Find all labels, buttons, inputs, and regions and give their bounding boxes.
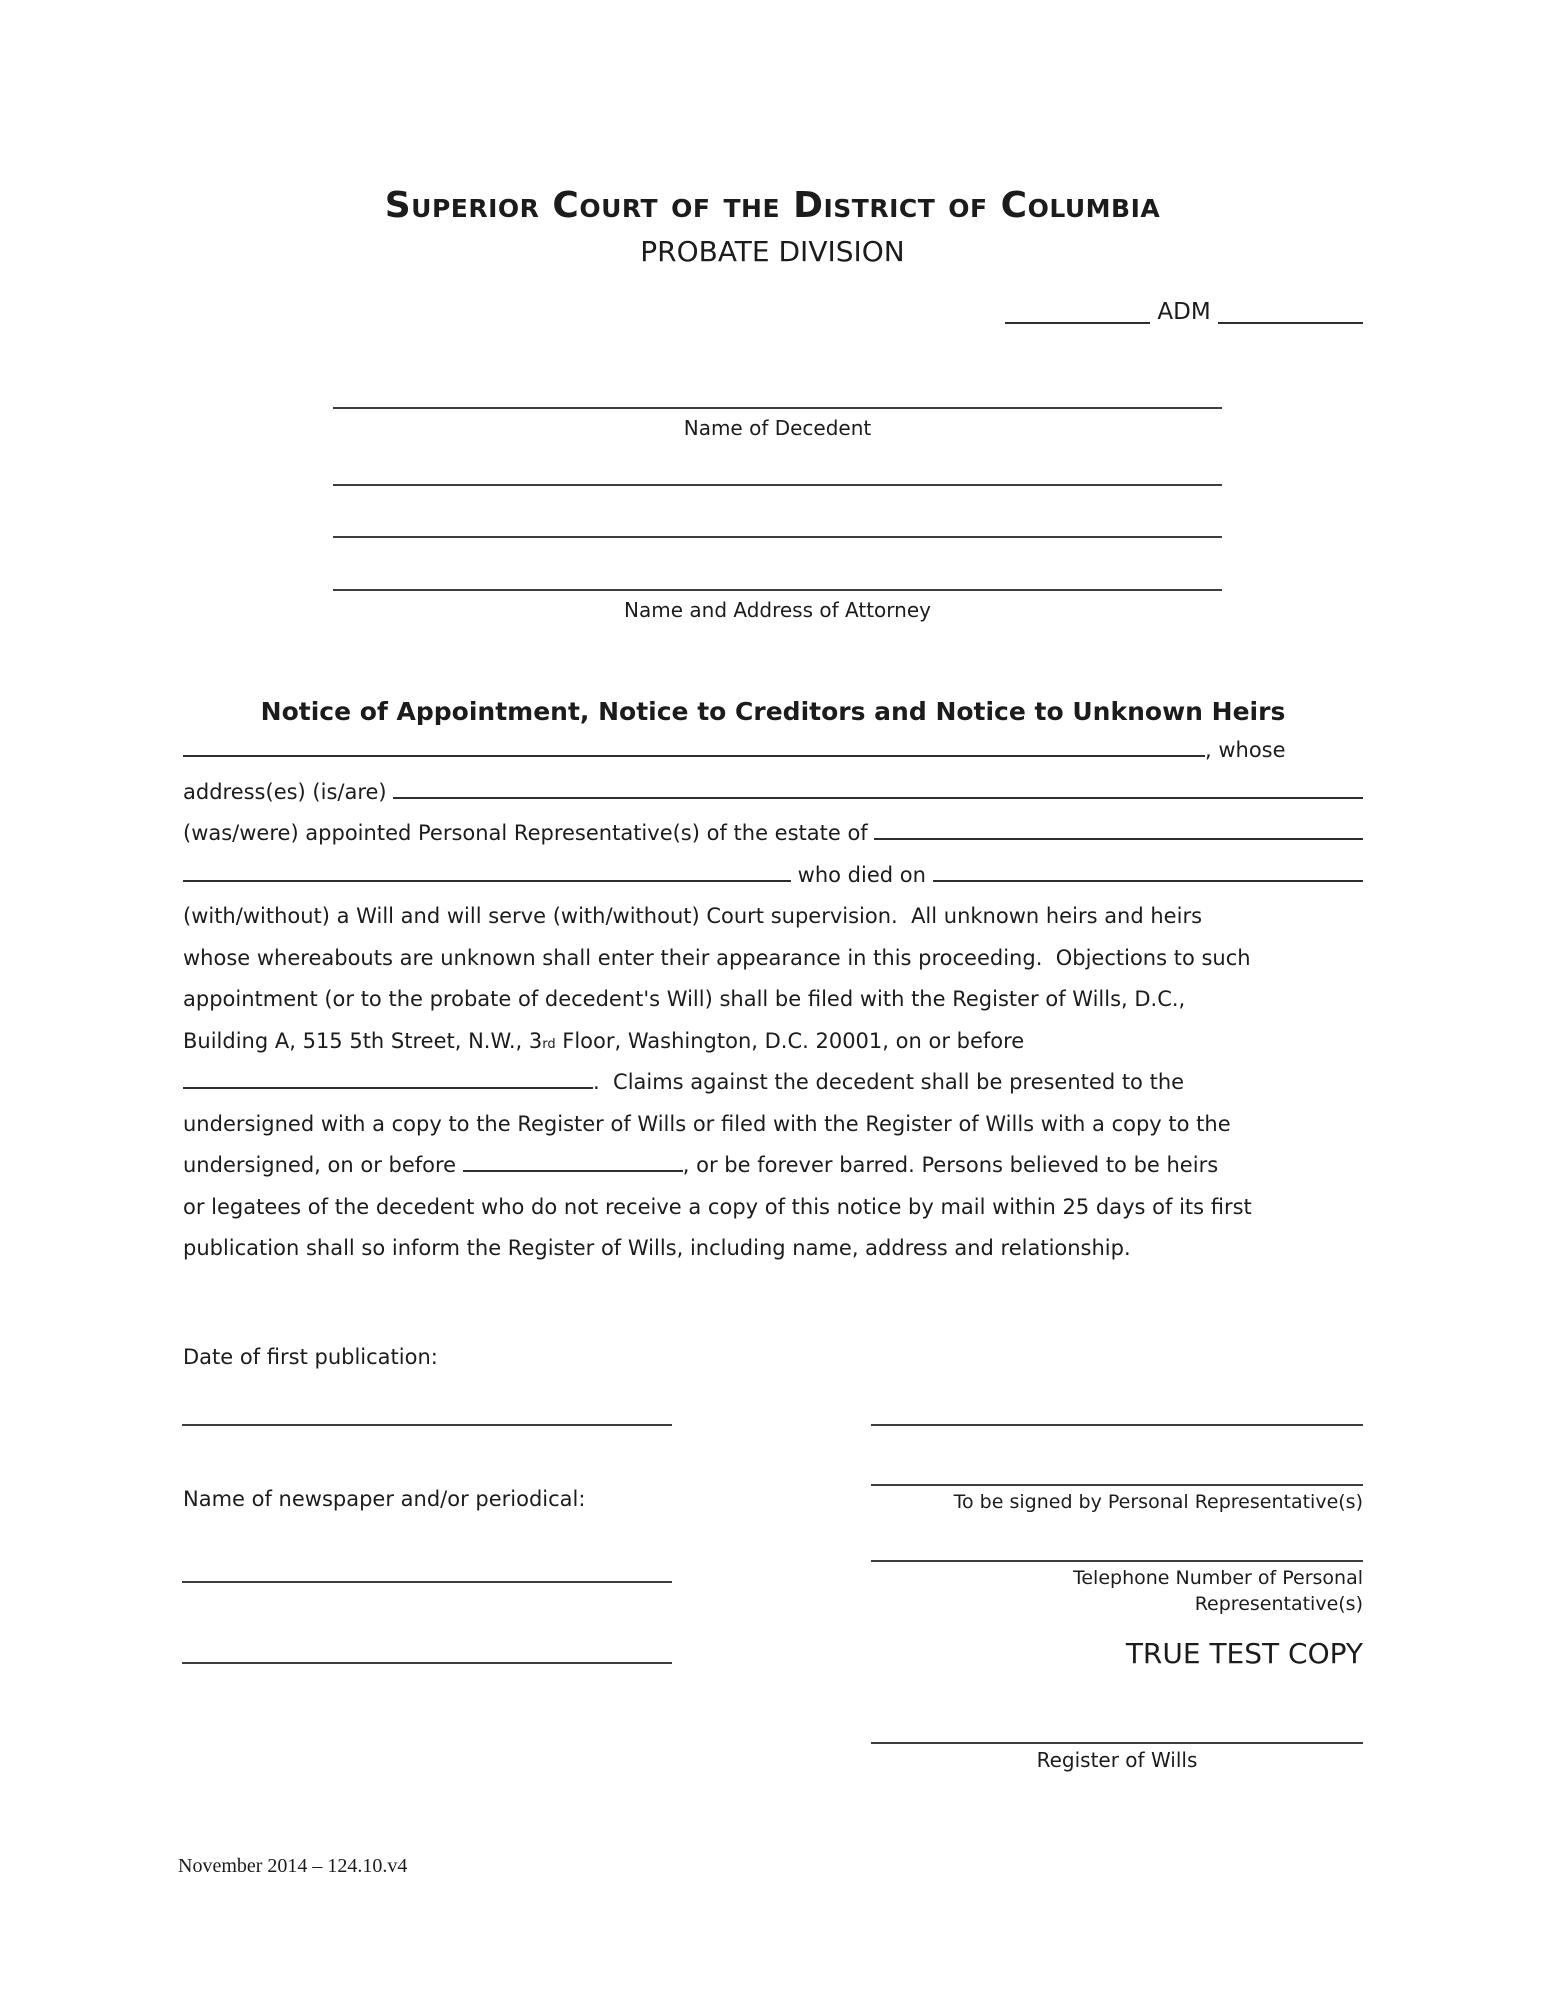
notice-line-1-text: , whose: [1205, 738, 1286, 762]
notice-line-8-text-pre: Building A, 515 5th Street, N.W., 3: [183, 1028, 543, 1053]
page-subtitle: PROBATE DIVISION: [640, 235, 905, 268]
notice-line-6: [183, 938, 1363, 980]
notice-line-9-text: . Claims against the decedent shall be presented to the: [593, 1070, 1185, 1094]
notice-line-13-text: publication shall so inform the Register of Wills, including name, address and relationship.: [183, 1236, 1131, 1260]
attorney-line-1[interactable]: [333, 484, 1222, 486]
representative-signature-line-2[interactable]: [871, 1484, 1363, 1486]
register-of-wills-line[interactable]: [871, 1742, 1363, 1744]
notice-line-11: [183, 1145, 1363, 1187]
notice-line-8: Building A, 515 5th Street, N.W., 3 rd Floor, Washington, D.C. 20001, on or before: [183, 1021, 1363, 1063]
attorney-label: Name and Address of Attorney: [624, 598, 931, 622]
true-test-copy-label: TRUE TEST COPY: [1125, 1637, 1363, 1670]
estate-name-blank-1[interactable]: [874, 838, 1363, 840]
notice-line-11-text-post: , or be forever barred. Persons believed to be heirs: [682, 1153, 1219, 1177]
notice-line-4-text: who died on: [791, 862, 933, 887]
notice-line-10-text: undersigned with a copy to the Register of Wills or filed with the Register of Wills with a copy to the: [183, 1111, 1231, 1136]
register-of-wills-label: Register of Wills: [1036, 1748, 1198, 1772]
representative-signature-line-1[interactable]: [871, 1424, 1363, 1426]
notice-line-3-text: (was/were) appointed Personal Representative(s) of the estate of: [183, 821, 875, 845]
notice-line-2-text: address(es) (is/are): [183, 779, 394, 804]
attorney-line-2[interactable]: [333, 536, 1222, 538]
notice-line-7: [183, 979, 1363, 1021]
page-title: Superior Court of the District of Columbia: [384, 185, 1161, 226]
notice-line-8-text-post: Floor, Washington, D.C. 20001, on or before: [555, 1028, 1025, 1053]
newspaper-label: Name of newspaper and/or periodical:: [183, 1487, 586, 1511]
case-number-blank-right[interactable]: [1218, 322, 1363, 324]
telephone-label-line-1: Telephone Number of Personal: [1072, 1567, 1363, 1589]
form-version: November 2014 – 124.10.v4: [178, 1855, 408, 1877]
notice-line-6-text: whose whereabouts are unknown shall enter their appearance in this proceeding. Objections to such: [183, 945, 1251, 970]
notice-line-10: [183, 1104, 1363, 1146]
notice-line-13: [183, 1228, 1363, 1270]
representative-names-blank[interactable]: [183, 755, 1205, 757]
publication-date-line[interactable]: [182, 1424, 672, 1426]
case-number-row: [1005, 297, 1363, 328]
notice-line-1: [183, 730, 1363, 772]
address-blank[interactable]: [393, 797, 1363, 799]
death-date-blank[interactable]: [933, 880, 1363, 882]
telephone-line[interactable]: [871, 1560, 1363, 1562]
telephone-label-line-2: Representative(s): [1194, 1593, 1363, 1615]
signed-by-label: To be signed by Personal Representative(s): [953, 1491, 1363, 1513]
decedent-name-label: Name of Decedent: [683, 416, 872, 440]
notice-heading: Notice of Appointment, Notice to Creditors and Notice to Unknown Heirs: [260, 697, 1286, 726]
adm-label: ADM: [1150, 299, 1218, 325]
notice-line-5: [183, 896, 1363, 938]
newspaper-line-1[interactable]: [182, 1581, 672, 1583]
notice-line-3: [183, 813, 1363, 855]
notice-line-7-text: appointment (or to the probate of decedent's Will) shall be filed with the Register of Wills, D.C.,: [183, 987, 1186, 1011]
telephone-label: [871, 1565, 1363, 1617]
estate-name-blank-2[interactable]: [183, 880, 791, 882]
objection-deadline-blank[interactable]: [183, 1087, 593, 1089]
attorney-line-3[interactable]: [333, 589, 1222, 591]
notice-line-12-text: or legatees of the decedent who do not receive a copy of this notice by mail within 25 days of its first: [183, 1194, 1252, 1219]
decedent-name-line[interactable]: [333, 407, 1222, 409]
notice-line-12: [183, 1187, 1363, 1229]
notice-line-11-text-pre: undersigned, on or before: [183, 1153, 463, 1177]
notice-line-2: [183, 772, 1363, 814]
claims-deadline-blank[interactable]: [463, 1170, 683, 1172]
notice-line-5-text: (with/without) a Will and will serve (with/without) Court supervision. All unknown heirs and heirs: [183, 904, 1203, 928]
notice-line-9: [183, 1062, 1363, 1104]
case-number-blank-left[interactable]: [1005, 322, 1150, 324]
notice-line-4: [183, 855, 1363, 897]
newspaper-line-2[interactable]: [182, 1662, 672, 1664]
publication-date-label: Date of first publication:: [183, 1345, 438, 1369]
notice-paragraph: [183, 730, 1363, 1270]
